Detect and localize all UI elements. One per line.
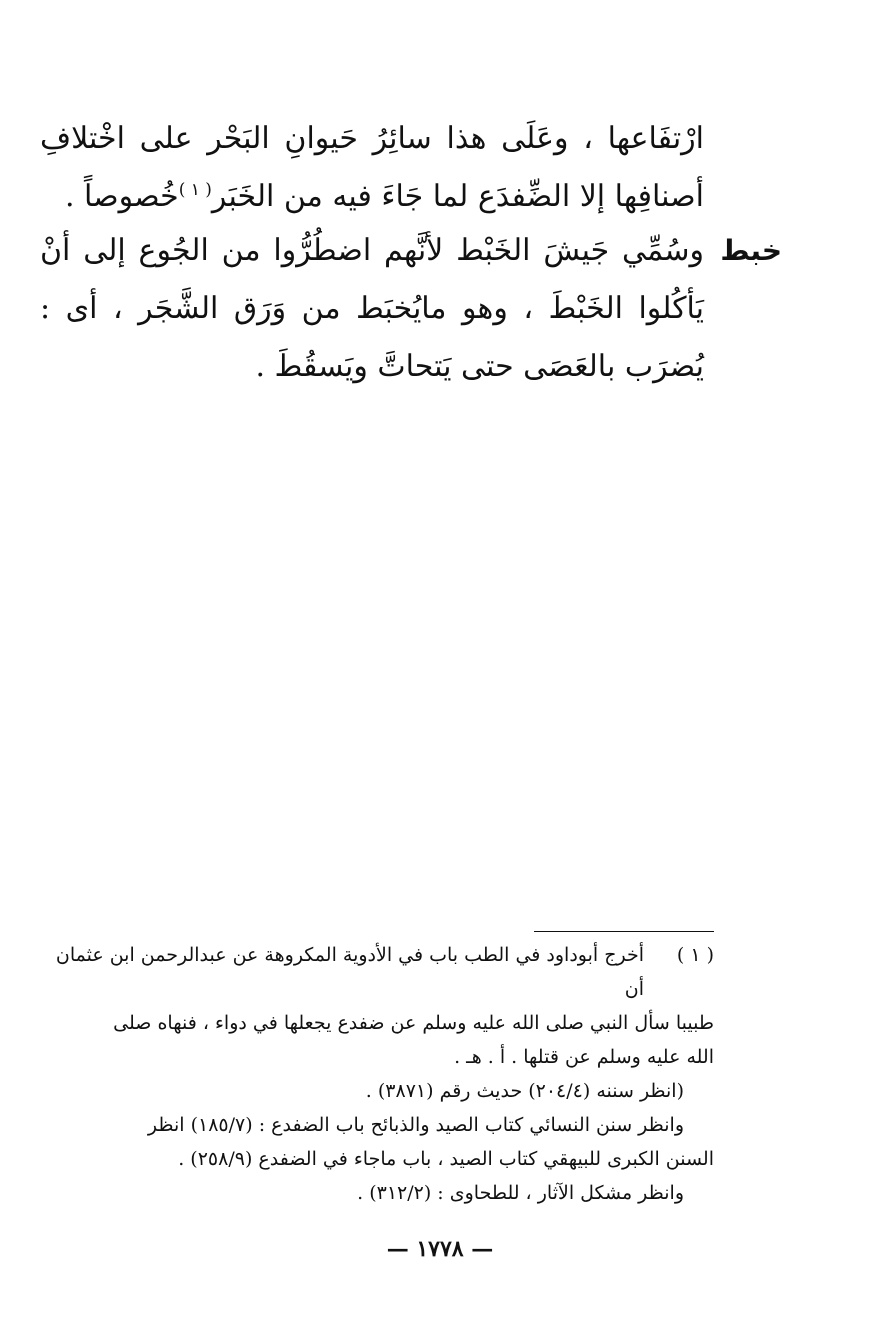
footnote-separator — [534, 931, 714, 932]
footnotes-section — [40, 938, 714, 1210]
footnote-number: ( ١ ) — [676, 944, 714, 966]
paragraph-2: وسُمِّي جَيشَ الخَبْط لأنَّهم اضطُرُّوا من الجُوع إلى أنْ يَأكُلوا الخَبْطَ ، وهو مايُخبَط من وَرَق الشَّجَر ، أى : يُضرَب بالعَصَى حتى يَتحاتَّ ويَسقُطَ . — [40, 233, 704, 384]
footnote-line: طبيبا سأل النبي صلى الله عليه وسلم عن ضفدع يجعلها في دواء ، فنهاه صلى — [113, 1012, 714, 1034]
footnote-line: وانظر مشكل الآثار ، للطحاوى : (٣١٢/٢) . — [357, 1182, 684, 1204]
footnote-line: الله عليه وسلم عن قتلها . أ . هـ . — [454, 1046, 714, 1068]
footnote-line: (انظر سننه (٢٠٤/٤) حديث رقم (٣٨٧١) . — [365, 1080, 684, 1102]
footnote-line: أخرج أبوداود في الطب باب في الأدوية المكروهة عن عبدالرحمن ابن عثمان أن — [55, 944, 644, 1000]
paragraph-1-text-end: خُصوصاً . — [64, 179, 179, 214]
paragraph-1-text: ارْتفَاعها ، وعَلَى هذا سائِرُ حَيوانِ البَحْر على اخْتلافِ أصنافِها إلا الضِّفدَع لما جَاءَ فيه من الخَبَر — [40, 121, 704, 214]
page-number: — ١٧٧٨ — — [386, 1236, 494, 1262]
marginal-heading: خبط — [720, 234, 782, 267]
paragraph-1 — [40, 110, 704, 226]
footnote-reference: ( ١ ) — [178, 180, 212, 200]
footnote-1 — [40, 938, 714, 1006]
footnote-line: وانظر سنن النسائي كتاب الصيد والذبائح باب الضفدع : (١٨٥/٧) انظر — [147, 1114, 684, 1136]
footnote-line: السنن الكبرى للبيهقي كتاب الصيد ، باب ماجاء في الضفدع (٢٥٨/٩) . — [178, 1148, 714, 1170]
